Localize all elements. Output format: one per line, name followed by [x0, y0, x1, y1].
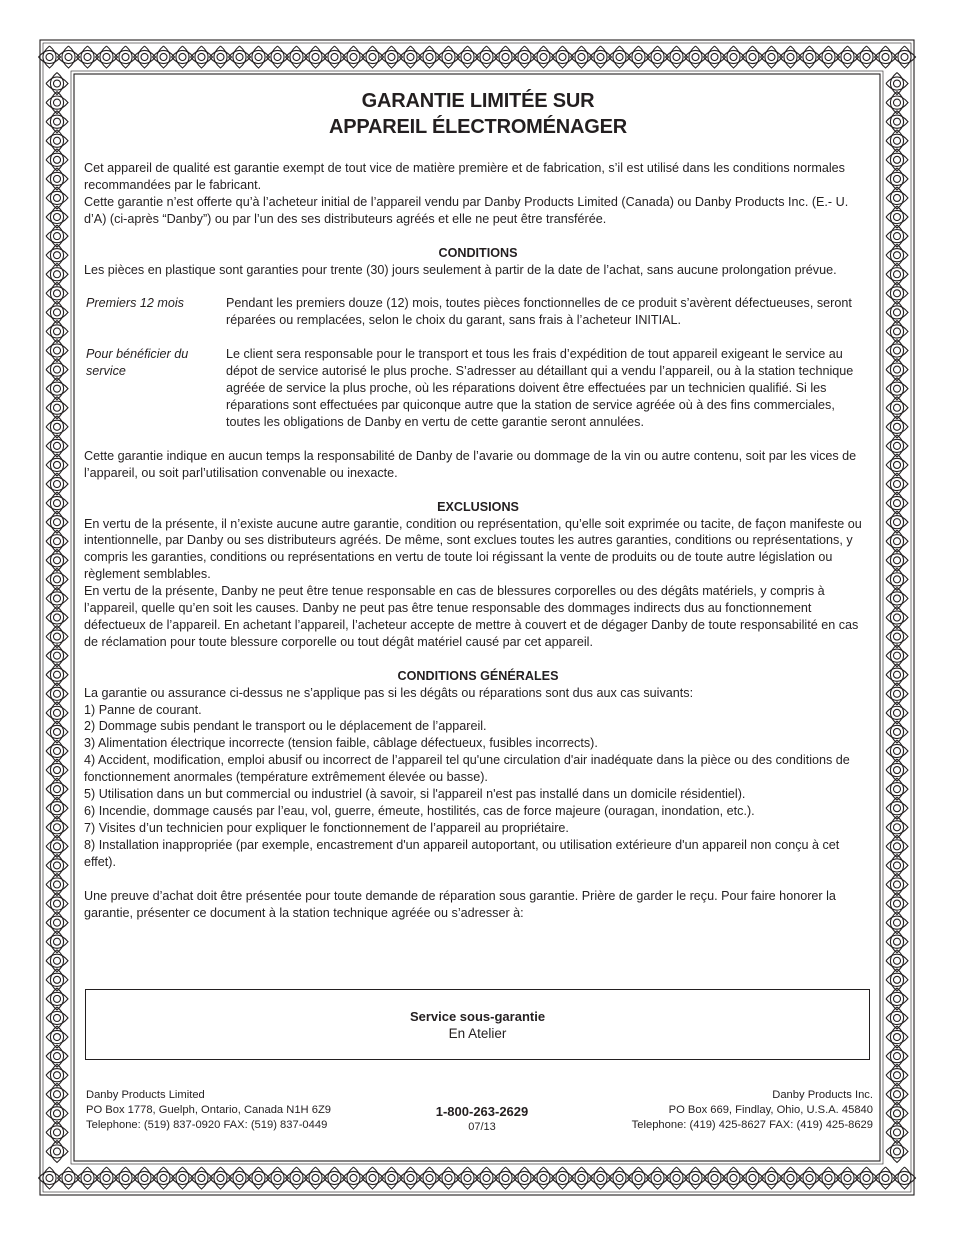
footer-left-line-3: Telephone: (519) 837-0920 FAX: (519) 837-0449 [86, 1119, 328, 1132]
exclusions-heading: EXCLUSIONS [437, 499, 519, 514]
condition-text: Pendant les premiers douze (12) mois, toutes pièces fonctionnelles de ce produit s’avèrent défectueuses, seront réparées ou remplacées, selon le choix du garant, sans frais à l’acheteur INITIAL. [226, 296, 852, 328]
list-item: 8) Installation inappropriée (par exemple, encastrement d'un appareil autoportant, ou utilisation extérieure d'un appareil non conçu à cet effet). [84, 837, 840, 869]
footer-canada-address [86, 1088, 331, 1134]
footer-right-line-2: PO Box 669, Findlay, Ohio, U.S.A. 45840 [668, 1104, 873, 1117]
condition-text: Le client sera responsable pour le transport et tous les frais d’expédition de tout appareil exigeant le service au dépot de service autorisé le plus proche. S’adresser au détaillant qui a vendu l’appareil, ou à la station technique agréée de service la plus proche, où les réparations doivent être effectuées par un technicien qualifié. Si les réparations sont effectuées par quiconque autre que la station de service agréée où à des fins commerciales, toutes les obligations de Danby en vertu de cette garantie seront annulées. [226, 347, 854, 429]
footer-right-line-3: Telephone: (419) 425-8627 FAX: (419) 425-8629 [631, 1119, 873, 1132]
footer-date-code: 07/13 [468, 1121, 496, 1133]
intro-paragraph-2: Cette garantie n’est offerte qu’à l’acheteur initial de l’appareil vendu par Danby Products Limited (Canada) ou Danby Products Inc. (E.- U. d’A) (ci-après “Danby”) ou par l’un des ses distributeurs agréés et elle ne peut être transférée. [84, 194, 849, 226]
footer-left-line-2: PO Box 1778, Guelph, Ontario, Canada N1H 6Z9 [86, 1104, 332, 1117]
exclusions-paragraph-1: En vertu de la présente, il n’existe aucune autre garantie, condition ou représentation, qu’elle soit exprimée ou tacite, de façon manifeste ou intentionnelle, par Danby ou ses distributeurs agréés. De même, sont exclues toutes les autres garanties, conditions ou représentations, y compris les garanties, conditions ou représentations en vertu de toute loi régissant la vente de produits ou de toute autre législation ou règlement semblables. [84, 516, 862, 582]
condition-label: Premiers 12 mois [86, 296, 184, 311]
intro-paragraph-1: Cet appareil de qualité est garantie exempt de tout vice de matière première et de fabrication, s’il est utilisé dans les conditions normales recommandées par le fabricant. [84, 161, 845, 192]
list-item: 7) Visites d’un technicien pour expliquer le fonctionnement de l’appareil au propriétaire. [84, 820, 569, 835]
condition-row-first-12-months [84, 295, 872, 329]
general-conditions-heading: CONDITIONS GÉNÉRALES [397, 668, 559, 683]
list-item: 1) Panne de courant. [84, 702, 202, 717]
service-box-subtitle: En Atelier [448, 1026, 507, 1041]
list-item: 3) Alimentation électrique incorrecte (tension faible, câblage défectueux, fusibles incorrects). [84, 736, 598, 751]
service-box-title: Service sous-garantie [409, 1009, 546, 1024]
footer-phone-block [382, 1103, 582, 1134]
list-item: 4) Accident, modification, emploi abusif ou incorrect de l’appareil tel qu'une circulation d'air inadéquate dans la pièce ou des conditions de fonctionnement anormales (température extrêmement élevée ou basse). [84, 753, 850, 785]
list-item: 5) Utilisation dans un but commercial ou industriel (à savoir, si l'appareil n'est pas installé dans un domicile résidentiel). [84, 787, 746, 802]
document-title [84, 88, 872, 140]
title-line-1: GARANTIE LIMITÉE SUR [361, 90, 595, 112]
footer-phone-number: 1-800-263-2629 [435, 1104, 529, 1119]
exclusions-paragraph-2: En vertu de la présente, Danby ne peut être tenue responsable en cas de blessures corporelles ou des dégâts matériels, y compris à l’appareil, quelle qu’en soit les causes. Danby ne peut pas être tenue responsable des dommages indirects dus au fonctionnement défectueux de l’appareil. En achetant l’appareil, l’acheteur accepte de mettre à couvert et de dégager Danby de toute responsabilité en cas de réclamation pour toute blessure corporelle ou tout dégât matériel causé par cet appareil. [84, 584, 859, 649]
service-box [85, 989, 870, 1060]
proof-of-purchase-paragraph: Une preuve d’achat doit être présentée pour toute demande de réparation sous garantie. Prière de garder le reçu. Pour faire honorer la garantie, présenter ce document à la station technique agréée ou s’adresser à: [84, 888, 836, 920]
general-conditions-intro: La garantie ou assurance ci-dessus ne s’applique pas si les dégâts ou réparations sont dus aux cas suivants: [84, 685, 694, 700]
footer-usa-address [632, 1088, 873, 1134]
list-item: 2) Dommage subis pendant le transport ou le déplacement de l’appareil. [84, 719, 487, 734]
title-line-2: APPAREIL ÉLECTROMÉNAGER [328, 116, 628, 138]
conditions-text: Les pièces en plastique sont garanties pour trente (30) jours seulement à partir de la date de l’achat, sans aucune prolongation prévue. [84, 262, 837, 277]
footer-right-line-1: Danby Products Inc. [772, 1089, 873, 1101]
warranty-document [84, 88, 872, 921]
condition-label: Pour bénéficier du service [86, 347, 189, 379]
list-item: 6) Incendie, dommage causés par l’eau, vol, guerre, émeute, hostilités, cas de force majeure (ouragan, inondation, etc.). [84, 804, 755, 818]
condition-row-service [84, 346, 872, 431]
conditions-heading: CONDITIONS [438, 245, 518, 260]
footer-left-line-1: Danby Products Limited [86, 1089, 205, 1101]
liability-paragraph: Cette garantie indique en aucun temps la responsabilité de Danby de l’avarie ou dommage de la vin ou autre contenu, soit par les vices de l’appareil, ou soit parl’utilisation convenable ou inexacte. [84, 448, 857, 480]
